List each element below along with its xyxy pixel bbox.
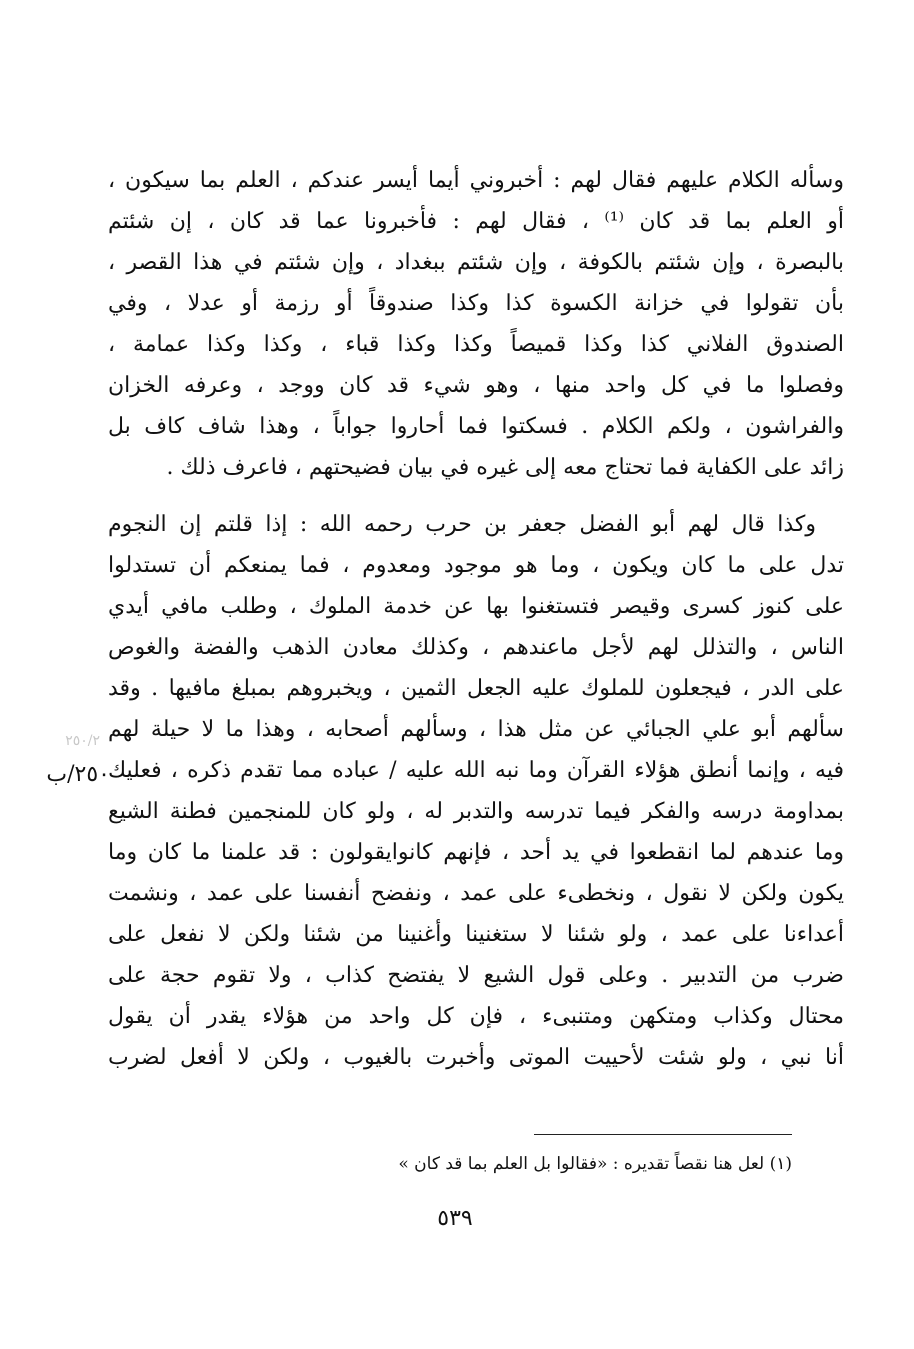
text-line: سألهم أبو علي الجبائي عن مثل هذا ، وسألهم أصحابه ، وهذا ما لا حيلة لهم (108, 717, 844, 742)
text-line: يكون ولكن لا نقول ، ونخطىء على عمد ، ونفضح أنفسنا على عمد ، ونشمت (108, 881, 844, 906)
paragraph-2 (108, 504, 844, 1078)
text-line: ضرب من التدبير . وعلى قول الشيع لا يفتضح كذاب ، ولا تقوم حجة على (108, 963, 844, 988)
text-line: محتال وكذاب ومتكهن ومتنبىء ، فإن كل واحد من هؤلاء يقدر أن يقول (108, 1004, 844, 1029)
text-line: أو العلم بما قد كان ⁽¹⁾ ، فقال لهم : فأخبرونا عما قد كان ، إن شئتم (108, 209, 845, 234)
text-line: وسأله الكلام عليهم فقال لهم : أخبروني أيما أيسر عندكم ، العلم بما سيكون ، (108, 168, 844, 193)
text-line: على الدر ، فيجعلون للملوك عليه الجعل الثمين ، ويخبروهم بمبلغ مافيها . وقد (108, 676, 844, 701)
manuscript-folio-note: ٢٥٠/ب (46, 762, 110, 787)
text-line: الناس ، والتذلل لهم لأجل ماعندهم ، وكذلك معادن الذهب والفضة والغوص (108, 635, 844, 660)
text-line: أعداءنا على عمد ، ولو شئنا لا ستغنينا وأغنينا من شئنا ولكن لا نفعل على (108, 922, 844, 947)
text-line: والفراشون ، ولكم الكلام . فسكتوا فما أحاروا جواباً ، وهذا شاف كاف بل (108, 414, 844, 439)
text-line: بأن تقولوا في خزانة الكسوة كذا وكذا صندوقاً أو رزمة أو عدلا ، وفي (108, 291, 844, 316)
text-line: زائد على الكفاية فما تحتاج معه إلى غيره في بيان فضيحتهم ، فاعرف ذلك . (166, 455, 844, 480)
page-number: ٥٣٩ (437, 1206, 473, 1231)
footnote: (١) لعل هنا نقصاً تقديره : «فقالوا بل العلم بما قد كان » (398, 1154, 792, 1174)
text-line: وكذا قال لهم أبو الفضل جعفر بن حرب رحمه الله : إذا قلتم إن النجوم (108, 512, 816, 537)
faint-margin-mark: ٢٥٠/٢ (65, 733, 100, 749)
paragraph-1 (108, 160, 844, 488)
text-line: وما عندهم لما انقطعوا في يد أحد ، فإنهم كانوايقولون : قد علمنا ما كان وما (108, 840, 844, 865)
text-line: الصندوق الفلاني كذا وكذا قميصاً وكذا وكذا قباء ، وكذا وكذا عمامة ، (108, 332, 844, 357)
text-line: على كنوز كسرى وقيصر فتستغنوا بها عن خدمة الملوك ، وطلب مافي أيدي (108, 594, 844, 619)
text-line: تدل على ما كان ويكون ، وما هو موجود ومعدوم ، فما يمنعكم أن تستدلوا (108, 553, 844, 578)
text-line: فيه ، وإنما أنطق هؤلاء القرآن وما نبه الله عليه / عباده مما تقدم ذكره ، فعليك (108, 758, 844, 783)
text-line: أنا نبي ، ولو شئت لأحييت الموتى وأخبرت بالغيوب ، ولكن لا أفعل لضرب (108, 1045, 844, 1070)
footnote-divider (534, 1134, 792, 1135)
text-line: بمداومة درسه والفكر فيما تدرسه والتدبر له ، ولو كان للمنجمين فطنة الشيع (108, 799, 844, 824)
text-line: بالبصرة ، وإن شئتم بالكوفة ، وإن شئتم ببغداد ، وإن شئتم في هذا القصر ، (108, 250, 844, 275)
text-line: وفصلوا ما في كل واحد منها ، وهو شيء قد كان ووجد ، وعرفه الخزان (108, 373, 844, 398)
